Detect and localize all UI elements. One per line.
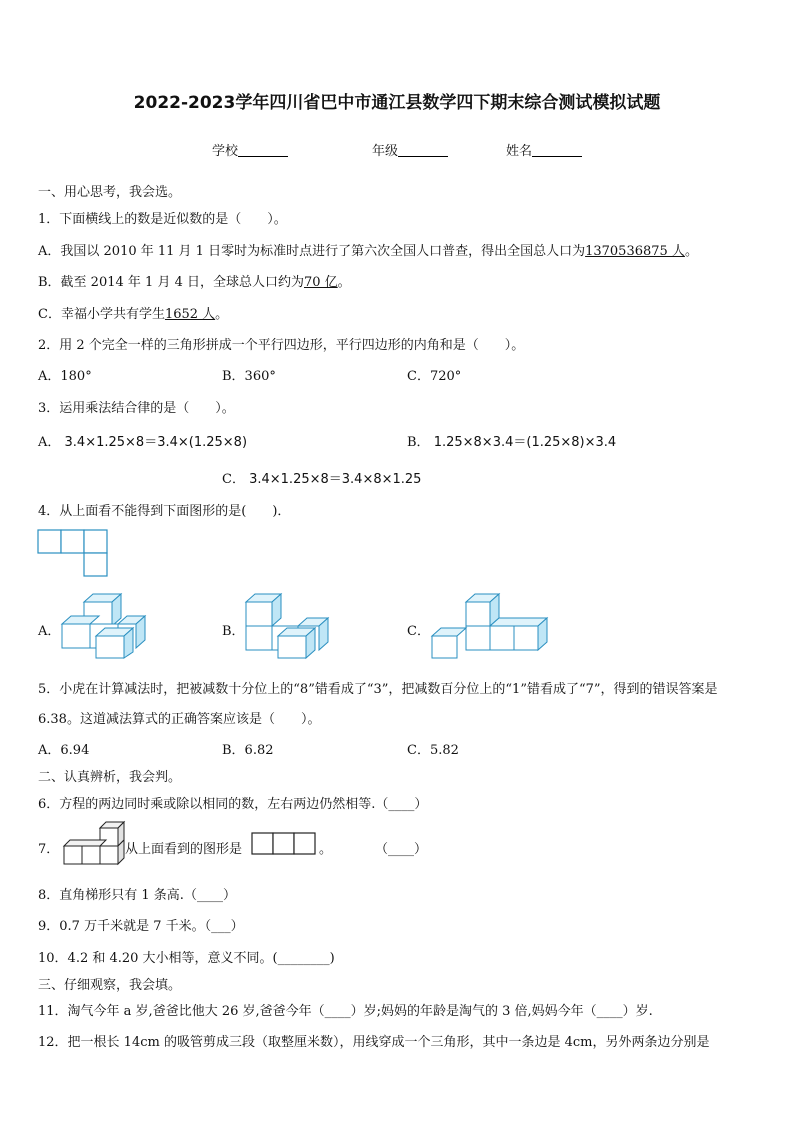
section-heading-3: 三、仔细观察，我会填。 (38, 978, 182, 993)
question-1-stem: 1．下面横线上的数是近似数的是（ ）。 (38, 212, 287, 227)
question-7-answer-blank[interactable]: （____） (375, 842, 428, 857)
question-7-number: 7． (38, 842, 60, 857)
question-7-text: 从上面看到的图形是 (125, 842, 243, 857)
option-a-cubes-figure (60, 592, 150, 660)
question-9: 9．0.7 万千米就是 7 千米。（___） (38, 919, 244, 934)
question-2-option-c[interactable]: C．720° (407, 369, 462, 384)
grade-field[interactable]: 年级 (372, 140, 448, 159)
question-6: 6．方程的两边同时乘或除以相同的数，左右两边仍然相等.（____） (38, 797, 428, 812)
question-3-option-a[interactable]: A． 3.4×1.25×8＝3.4×(1.25×8) (38, 435, 248, 450)
option-c-cubes-figure (430, 592, 550, 660)
question-5-option-c[interactable]: C．5.82 (407, 743, 459, 758)
question-4-option-b[interactable]: B． (222, 624, 245, 639)
name-field[interactable]: 姓名 (506, 140, 582, 159)
question-2-stem: 2．用 2 个完全一样的三角形拼成一个平行四边形，平行四边形的内角和是（ ）。 (38, 338, 525, 353)
question-3-option-b[interactable]: B． 1.25×8×3.4＝(1.25×8)×3.4 (407, 435, 617, 450)
question-5-stem-line-2: 6.38。这道减法算式的正确答案应该是（ ）。 (38, 712, 321, 727)
question-5-stem-line-1: 5．小虎在计算减法时，把被减数十分位上的“8”错看成了“3”，把减数百分位上的“1”错看成了“7”，得到的错误答案是 (38, 682, 718, 697)
question-4-option-a[interactable]: A． (38, 624, 61, 639)
question-4-stem: 4．从上面看不能得到下面图形的是( )． (38, 504, 291, 519)
question-7-cubes-figure (60, 820, 126, 868)
question-2-option-b[interactable]: B．360° (222, 369, 276, 384)
question-2-option-a[interactable]: A．180° (38, 369, 92, 384)
question-7-period: 。 (319, 842, 333, 857)
question-11: 11．淘气今年 a 岁,爸爸比他大 26 岁,爸爸今年（____）岁;妈妈的年龄是淘气的 3 倍,妈妈今年（____）岁. (38, 1004, 653, 1019)
question-3-option-c[interactable]: C． 3.4×1.25×8＝3.4×8×1.25 (222, 472, 422, 487)
question-1-option-c[interactable]: C．幸福小学共有学生1652 人。 (38, 307, 229, 322)
question-1-option-a[interactable]: A．我国以 2010 年 11 月 1 日零时为标准时点进行了第六次全国人口普查，得出全国总人口为1370536875 人。 (38, 244, 698, 259)
question-8: 8．直角梯形只有 1 条高.（____） (38, 888, 236, 903)
section-heading-2: 二、认真辨析，我会判。 (38, 770, 182, 785)
section-heading-1: 一、用心思考，我会选。 (38, 185, 182, 200)
question-3-stem: 3．运用乘法结合律的是（ ）。 (38, 401, 235, 416)
question-4-option-c[interactable]: C． (407, 624, 430, 639)
school-field[interactable]: 学校 (212, 140, 288, 159)
question-10: 10．4.2 和 4.20 大小相等，意义不同。(________) (38, 951, 335, 966)
question-1-option-b[interactable]: B．截至 2014 年 1 月 4 日，全球总人口约为70 亿。 (38, 275, 351, 290)
top-view-figure (38, 530, 108, 578)
question-5-option-b[interactable]: B．6.82 (222, 743, 274, 758)
page-title: 2022-2023学年四川省巴中市通江县数学四下期末综合测试模拟试题 (133, 93, 661, 113)
question-12: 12．把一根长 14cm 的吸管剪成三段（取整厘米数），用线穿成一个三角形，其中一条边是 4cm，另外两条边分别是 (38, 1035, 710, 1050)
option-b-cubes-figure (244, 592, 334, 660)
question-5-option-a[interactable]: A．6.94 (38, 743, 90, 758)
question-7-top-view-figure (252, 833, 318, 855)
